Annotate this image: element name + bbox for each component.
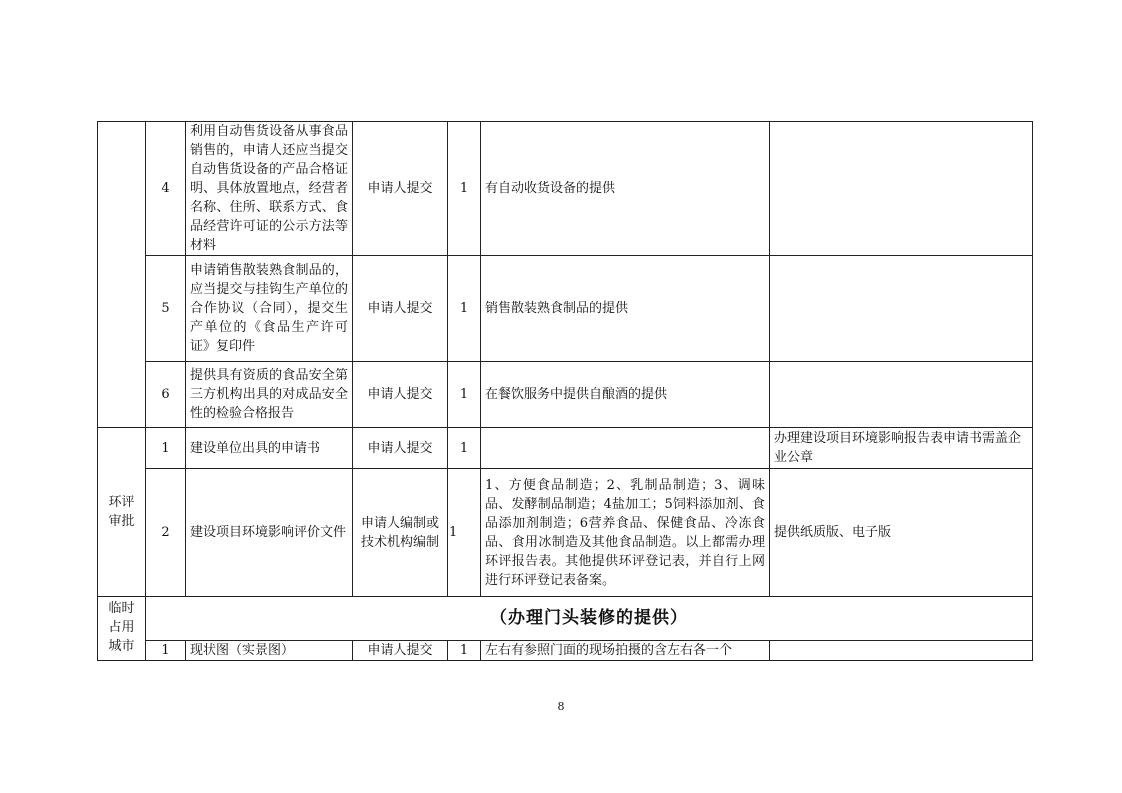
submission-condition: 有自动收货设备的提供 (481, 122, 770, 256)
table-row (98, 428, 1033, 469)
copy-count: 1 (448, 428, 481, 469)
material-name: 现状图（实景图） (186, 641, 353, 661)
copy-count: 1 (448, 641, 481, 661)
material-source: 申请人提交 (353, 256, 448, 362)
page-number: 8 (557, 700, 565, 713)
row-number: 5 (146, 256, 186, 362)
material-name: 建设项目环境影响评价文件 (186, 469, 353, 597)
material-name: 申请销售散装熟食制品的，应当提交与挂钩生产单位的合作协议（合同），提交生产单位的《食品生产许可证》复印件 (186, 256, 353, 362)
table-row (98, 256, 1033, 362)
copy-count: 1 (448, 469, 481, 597)
table-row (98, 597, 1033, 641)
remark (770, 122, 1033, 256)
material-source: 申请人提交 (353, 362, 448, 428)
submission-condition: 1、方便食品制造；2、乳制品制造；3、调味品、发酵制品制造；4盐加工；5饲料添加剂、食品添加剂制造；6营养食品、保健食品、冷冻食品、食用冰制造及其他食品制造。以上都需办理环评报告表。其他提供环评登记表，并自行上网进行环评登记表备案。 (481, 469, 770, 597)
row-number: 6 (146, 362, 186, 428)
material-source: 申请人编制或技术机构编制 (353, 469, 448, 597)
material-source: 申请人提交 (353, 641, 448, 661)
copy-count: 1 (448, 256, 481, 362)
remark: 办理建设项目环境影响报告表申请书需盖企业公章 (770, 428, 1033, 469)
category-label: 临时 占用 城市 (98, 597, 146, 661)
material-source: 申请人提交 (353, 428, 448, 469)
row-number: 1 (146, 428, 186, 469)
section-header: （办理门头装修的提供） (146, 597, 1033, 641)
material-name: 利用自动售货设备从事食品销售的，申请人还应当提交自动售货设备的产品合格证明、具体放置地点，经营者名称、住所、联系方式、食品经营许可证的公示方法等材料 (186, 122, 353, 256)
table-row (98, 122, 1033, 256)
material-name: 提供具有资质的食品安全第三方机构出具的对成品安全性的检验合格报告 (186, 362, 353, 428)
table-row (98, 362, 1033, 428)
copy-count: 1 (448, 362, 481, 428)
remark (770, 256, 1033, 362)
remark: 提供纸质版、电子版 (770, 469, 1033, 597)
materials-table (97, 121, 1033, 661)
row-number: 4 (146, 122, 186, 256)
remark (770, 641, 1033, 661)
row-number: 2 (146, 469, 186, 597)
submission-condition: 左右有参照门面的现场拍摄的含左右各一个 (481, 641, 770, 661)
table-row (98, 469, 1033, 597)
row-number: 1 (146, 641, 186, 661)
material-source: 申请人提交 (353, 122, 448, 256)
table-row (98, 641, 1033, 661)
submission-condition: 销售散装熟食制品的提供 (481, 256, 770, 362)
remark (770, 362, 1033, 428)
category-cell (98, 122, 146, 428)
copy-count: 1 (448, 122, 481, 256)
submission-condition (481, 428, 770, 469)
material-name: 建设单位出具的申请书 (186, 428, 353, 469)
submission-condition: 在餐饮服务中提供自酿酒的提供 (481, 362, 770, 428)
category-label: 环评 审批 (98, 428, 146, 597)
